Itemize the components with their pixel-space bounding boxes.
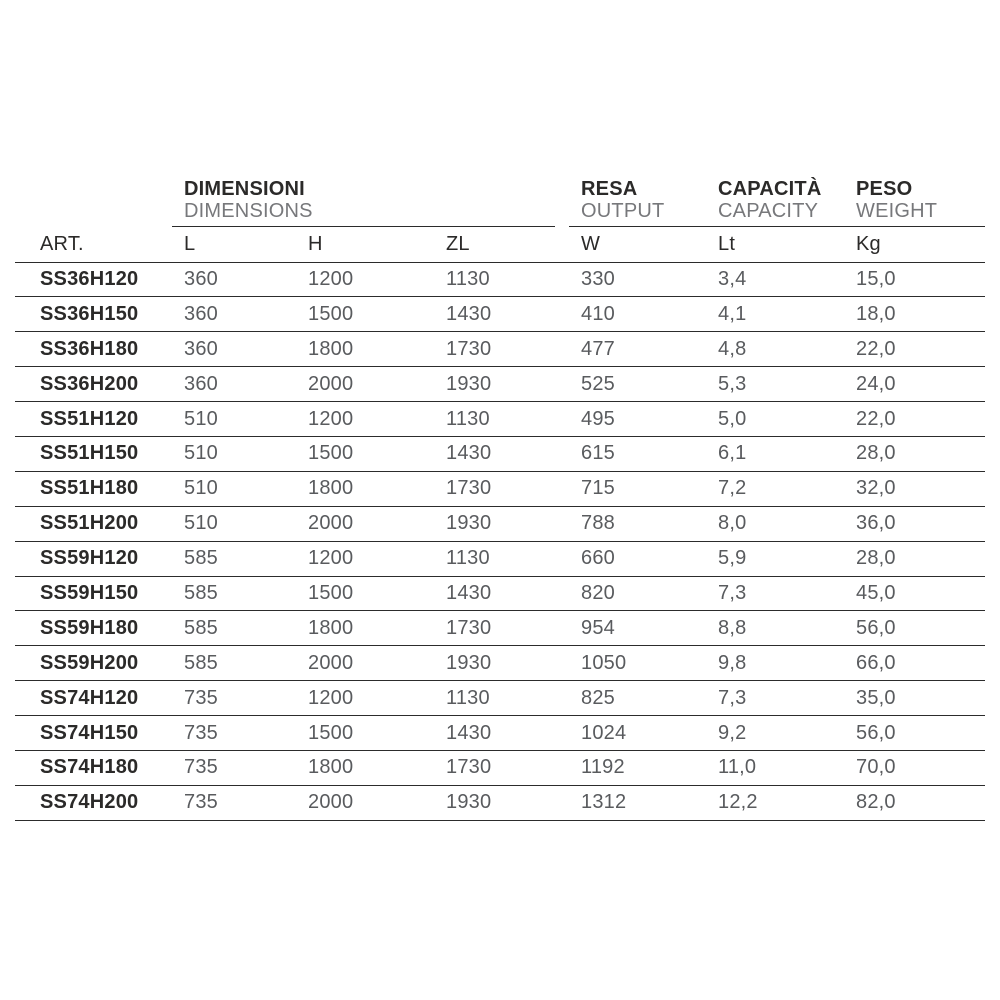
article-code: SS74H180	[15, 750, 172, 785]
value-lt: 11,0	[706, 750, 844, 785]
value-kg: 56,0	[844, 611, 985, 646]
value-zl: 1930	[434, 367, 569, 402]
table-row	[15, 506, 985, 541]
article-code: SS51H180	[15, 471, 172, 506]
article-code: SS36H120	[15, 262, 172, 297]
table-row	[15, 716, 985, 751]
value-l: 360	[172, 262, 296, 297]
value-kg: 28,0	[844, 436, 985, 471]
value-kg: 70,0	[844, 750, 985, 785]
value-l: 585	[172, 611, 296, 646]
value-h: 2000	[296, 646, 434, 681]
value-w: 825	[569, 681, 706, 716]
value-h: 2000	[296, 367, 434, 402]
value-zl: 1130	[434, 541, 569, 576]
table-row	[15, 332, 985, 367]
column-header-art: ART.	[15, 228, 172, 262]
spec-table-body	[15, 262, 985, 820]
value-lt: 5,0	[706, 402, 844, 437]
article-code: SS36H150	[15, 297, 172, 332]
value-zl: 1930	[434, 506, 569, 541]
value-zl: 1430	[434, 297, 569, 332]
value-w: 715	[569, 471, 706, 506]
value-w: 615	[569, 436, 706, 471]
value-w: 1050	[569, 646, 706, 681]
value-kg: 28,0	[844, 541, 985, 576]
value-w: 525	[569, 367, 706, 402]
value-l: 585	[172, 646, 296, 681]
value-l: 735	[172, 750, 296, 785]
value-kg: 24,0	[844, 367, 985, 402]
value-zl: 1430	[434, 436, 569, 471]
value-l: 510	[172, 506, 296, 541]
value-zl: 1730	[434, 471, 569, 506]
value-h: 1800	[296, 611, 434, 646]
article-code: SS51H200	[15, 506, 172, 541]
value-lt: 5,9	[706, 541, 844, 576]
value-lt: 9,8	[706, 646, 844, 681]
table-row	[15, 367, 985, 402]
value-w: 1192	[569, 750, 706, 785]
value-lt: 5,3	[706, 367, 844, 402]
value-l: 360	[172, 332, 296, 367]
value-zl: 1430	[434, 716, 569, 751]
output-label-english: OUTPUT	[581, 200, 665, 222]
value-kg: 66,0	[844, 646, 985, 681]
value-h: 1800	[296, 332, 434, 367]
value-h: 1200	[296, 402, 434, 437]
value-l: 510	[172, 471, 296, 506]
group-header-spacer	[15, 178, 172, 228]
dimensions-label-english: DIMENSIONS	[184, 200, 313, 222]
table-row	[15, 471, 985, 506]
value-kg: 22,0	[844, 332, 985, 367]
article-code: SS36H180	[15, 332, 172, 367]
value-l: 735	[172, 716, 296, 751]
spec-table-container	[15, 178, 985, 821]
value-w: 954	[569, 611, 706, 646]
value-zl: 1730	[434, 611, 569, 646]
output-label-italian: RESA	[581, 178, 638, 200]
value-w: 330	[569, 262, 706, 297]
value-kg: 56,0	[844, 716, 985, 751]
value-zl: 1130	[434, 262, 569, 297]
value-h: 1500	[296, 716, 434, 751]
table-row	[15, 785, 985, 820]
group-header-capacity	[706, 178, 844, 228]
value-kg: 18,0	[844, 297, 985, 332]
table-row	[15, 576, 985, 611]
value-w: 660	[569, 541, 706, 576]
table-row	[15, 611, 985, 646]
capacity-label-italian: CAPACITÀ	[718, 178, 822, 200]
value-h: 1200	[296, 681, 434, 716]
value-kg: 36,0	[844, 506, 985, 541]
value-lt: 7,3	[706, 576, 844, 611]
group-header-dimensions	[172, 178, 569, 228]
article-code: SS36H200	[15, 367, 172, 402]
value-lt: 12,2	[706, 785, 844, 820]
table-row	[15, 541, 985, 576]
value-kg: 22,0	[844, 402, 985, 437]
value-l: 510	[172, 402, 296, 437]
value-lt: 7,2	[706, 471, 844, 506]
article-code: SS74H120	[15, 681, 172, 716]
value-l: 585	[172, 576, 296, 611]
spec-table	[15, 178, 985, 821]
value-zl: 1930	[434, 785, 569, 820]
article-code: SS59H150	[15, 576, 172, 611]
value-zl: 1130	[434, 402, 569, 437]
column-header-w: W	[569, 228, 706, 262]
column-header-lt: Lt	[706, 228, 844, 262]
table-row	[15, 646, 985, 681]
value-h: 1500	[296, 436, 434, 471]
value-lt: 4,8	[706, 332, 844, 367]
value-h: 1800	[296, 471, 434, 506]
value-zl: 1930	[434, 646, 569, 681]
value-w: 477	[569, 332, 706, 367]
value-kg: 82,0	[844, 785, 985, 820]
value-h: 1200	[296, 262, 434, 297]
value-l: 735	[172, 681, 296, 716]
value-lt: 8,8	[706, 611, 844, 646]
table-row	[15, 262, 985, 297]
value-l: 510	[172, 436, 296, 471]
article-code: SS51H120	[15, 402, 172, 437]
group-header-row	[15, 178, 985, 228]
value-h: 2000	[296, 785, 434, 820]
value-zl: 1730	[434, 332, 569, 367]
value-zl: 1430	[434, 576, 569, 611]
article-code: SS74H150	[15, 716, 172, 751]
article-code: SS74H200	[15, 785, 172, 820]
column-header-kg: Kg	[844, 228, 985, 262]
value-w: 495	[569, 402, 706, 437]
value-lt: 3,4	[706, 262, 844, 297]
value-kg: 35,0	[844, 681, 985, 716]
value-w: 788	[569, 506, 706, 541]
value-zl: 1130	[434, 681, 569, 716]
value-lt: 8,0	[706, 506, 844, 541]
group-header-output	[569, 178, 706, 228]
value-lt: 4,1	[706, 297, 844, 332]
weight-label-english: WEIGHT	[856, 200, 938, 222]
value-w: 1024	[569, 716, 706, 751]
article-code: SS59H120	[15, 541, 172, 576]
value-l: 360	[172, 297, 296, 332]
column-header-l: L	[172, 228, 296, 262]
value-zl: 1730	[434, 750, 569, 785]
value-w: 820	[569, 576, 706, 611]
capacity-label-english: CAPACITY	[718, 200, 819, 222]
value-l: 360	[172, 367, 296, 402]
value-kg: 32,0	[844, 471, 985, 506]
table-row	[15, 436, 985, 471]
value-h: 1200	[296, 541, 434, 576]
value-l: 735	[172, 785, 296, 820]
dimensions-group-underline	[172, 226, 555, 227]
value-kg: 15,0	[844, 262, 985, 297]
value-h: 1800	[296, 750, 434, 785]
value-l: 585	[172, 541, 296, 576]
value-w: 1312	[569, 785, 706, 820]
article-code: SS59H180	[15, 611, 172, 646]
value-w: 410	[569, 297, 706, 332]
article-code: SS59H200	[15, 646, 172, 681]
value-kg: 45,0	[844, 576, 985, 611]
value-lt: 9,2	[706, 716, 844, 751]
value-lt: 6,1	[706, 436, 844, 471]
value-h: 1500	[296, 297, 434, 332]
table-row	[15, 297, 985, 332]
column-header-h: H	[296, 228, 434, 262]
value-h: 1500	[296, 576, 434, 611]
output-capacity-weight-group-underline	[569, 226, 985, 227]
dimensions-label-italian: DIMENSIONI	[184, 178, 305, 200]
article-code: SS51H150	[15, 436, 172, 471]
table-row	[15, 681, 985, 716]
value-lt: 7,3	[706, 681, 844, 716]
group-header-weight	[844, 178, 985, 228]
table-row	[15, 402, 985, 437]
table-row	[15, 750, 985, 785]
weight-label-italian: PESO	[856, 178, 913, 200]
column-header-zl: ZL	[434, 228, 569, 262]
value-h: 2000	[296, 506, 434, 541]
column-header-row	[15, 228, 985, 262]
